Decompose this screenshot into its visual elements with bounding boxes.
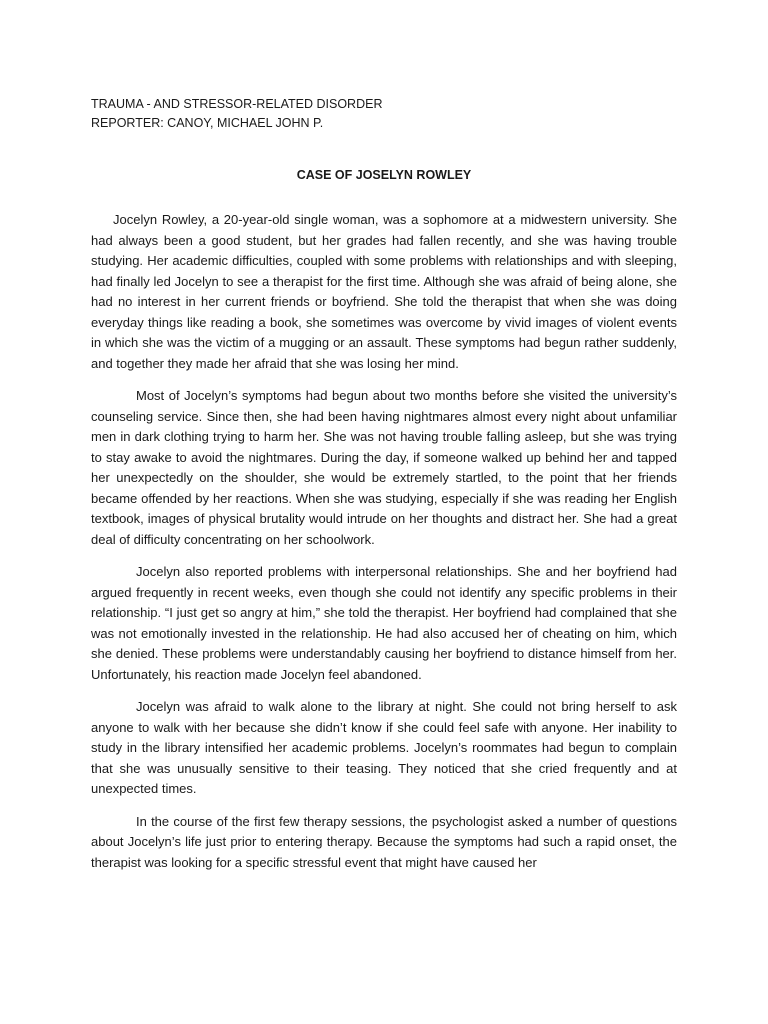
paragraph-4: Jocelyn was afraid to walk alone to the library at night. She could not bring herself to ask anyone to walk with her because she didn’t know if she could feel safe with anyone. Her inability to study in the library intensified her academic problems. Jocelyn’s roommates had begun to complain that she was unusually sensitive to their teasing. They noticed that she cried frequently and at unexpected times. [91,699,677,796]
document-body [91,95,677,885]
case-title: CASE OF JOSELYN ROWLEY [296,168,472,182]
header-topic: TRAUMA - AND STRESSOR-RELATED DISORDER [91,97,383,111]
header-reporter: REPORTER: CANOY, MICHAEL JOHN P. [91,116,324,130]
paragraph-5: In the course of the first few therapy sessions, the psychologist asked a number of questions about Jocelyn’s life just prior to entering therapy. Because the symptoms had such a rapid onset, the therapist was looking for a specific stressful event that might have caused her [91,813,677,870]
paragraph-1: Jocelyn Rowley, a 20-year-old single woman, was a sophomore at a midwestern university. She had always been a good student, but her grades had fallen recently, and she was having trouble studying. Her academic difficulties, coupled with some problems with relationships and with sleeping, had finally led Jocelyn to see a therapist for the first time. Although she was afraid of being alone, she had no interest in her current friends or boyfriend. She told the therapist that when she was doing everyday things like reading a book, she sometimes was overcome by vivid images of violent events in which she was the victim of a mugging or an assault. These symptoms had begun rather suddenly, and together they made her afraid that she was losing her mind. [91,212,677,371]
paragraph-3: Jocelyn also reported problems with interpersonal relationships. She and her boyfriend had argued frequently in recent weeks, even though she could not identify any specific problems in their relationship. “I just get so angry at him,” she told the therapist. Her boyfriend had complained that she was not emotionally invested in the relationship. He had also accused her of cheating on him, which she denied. These problems were understandably causing her boyfriend to distance himself from her. Unfortunately, his reaction made Jocelyn feel abandoned. [91,564,677,682]
paragraph-2: Most of Jocelyn’s symptoms had begun about two months before she visited the university’s counseling service. Since then, she had been having nightmares almost every night about unfamiliar men in dark clothing trying to harm her. She was not having trouble falling asleep, but she was trying to stay awake to avoid the nightmares. During the day, if someone walked up behind her and tapped her unexpectedly on the shoulder, she would be extremely startled, to the point that her friends became offended by her reactions. When she was studying, especially if she was reading her English textbook, images of physical brutality would intrude on her thoughts and distract her. She had a great deal of difficulty concentrating on her schoolwork. [91,388,677,547]
